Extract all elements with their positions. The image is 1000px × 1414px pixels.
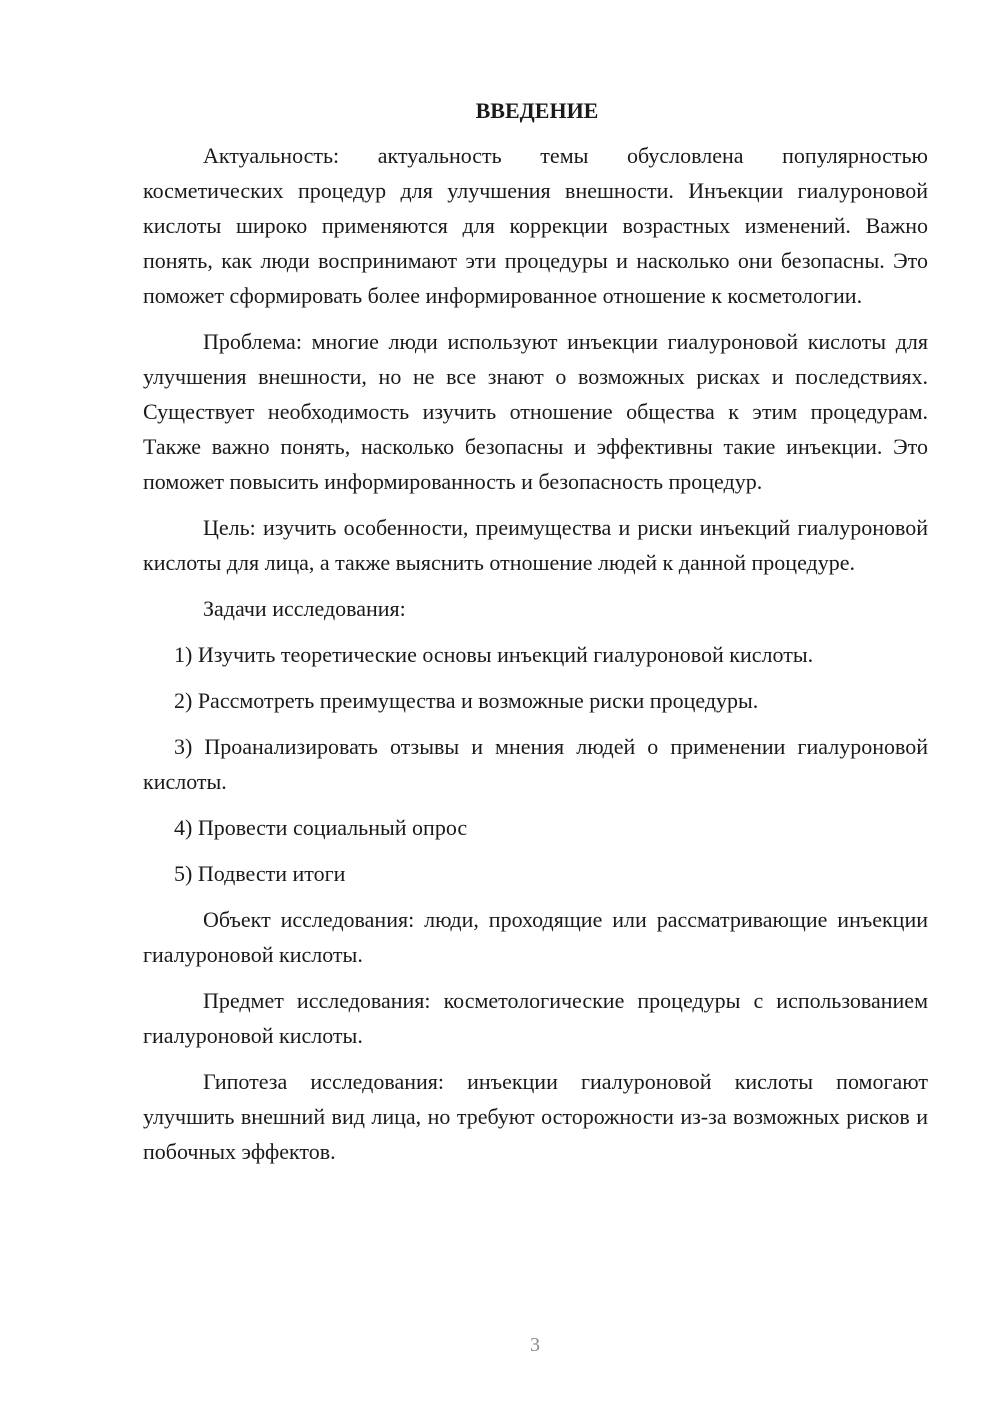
task-item-2: 2) Рассмотреть преимущества и возможные риски процедуры. xyxy=(174,688,759,713)
task-item-1: 1) Изучить теоретические основы инъекций гиалуроновой кислоты. xyxy=(174,642,814,667)
task-item-5: 5) Подвести итоги xyxy=(174,861,346,886)
relevance-paragraph: Актуальность: актуальность темы обусловлена популярностью косметических процедур для улучшения внешности. Инъекции гиалуроновой кислоты широко применяются для коррекции возрастных изменений. Важно понять, как люди воспринимают эти процедуры и насколько они безопасны. Это поможет сформировать более информированное отношение к косметологии. xyxy=(143,143,928,308)
object-paragraph: Объект исследования: люди, проходящие или рассматривающие инъекции гиалуроновой кислоты. xyxy=(143,907,928,967)
hypothesis-paragraph: Гипотеза исследования: инъекции гиалуроновой кислоты помогают улучшить внешний вид лица, но требуют осторожности из-за возможных рисков и побочных эффектов. xyxy=(143,1069,928,1164)
task-item-3: 3) Проанализировать отзывы и мнения людей о применении гиалуроновой кислоты. xyxy=(143,734,928,794)
goal-paragraph: Цель: изучить особенности, преимущества и риски инъекций гиалуроновой кислоты для лица, а также выяснить отношение людей к данной процедуре. xyxy=(143,515,928,575)
problem-paragraph: Проблема: многие люди используют инъекции гиалуроновой кислоты для улучшения внешности, но не все знают о возможных рисках и последствиях. Существует необходимость изучить отношение общества к этим процедурам. Также важно понять, насколько безопасны и эффективны такие инъекции. Это поможет повысить информированность и безопасность процедур. xyxy=(143,329,928,494)
subject-paragraph: Предмет исследования: косметологические процедуры с использованием гиалуроновой кислоты. xyxy=(143,988,928,1048)
page-number: 3 xyxy=(530,1334,540,1356)
task-item-4: 4) Провести социальный опрос xyxy=(174,815,468,840)
page-content xyxy=(143,93,928,1180)
section-heading: ВВЕДЕНИЕ xyxy=(475,98,599,123)
tasks-intro: Задачи исследования: xyxy=(203,596,406,621)
